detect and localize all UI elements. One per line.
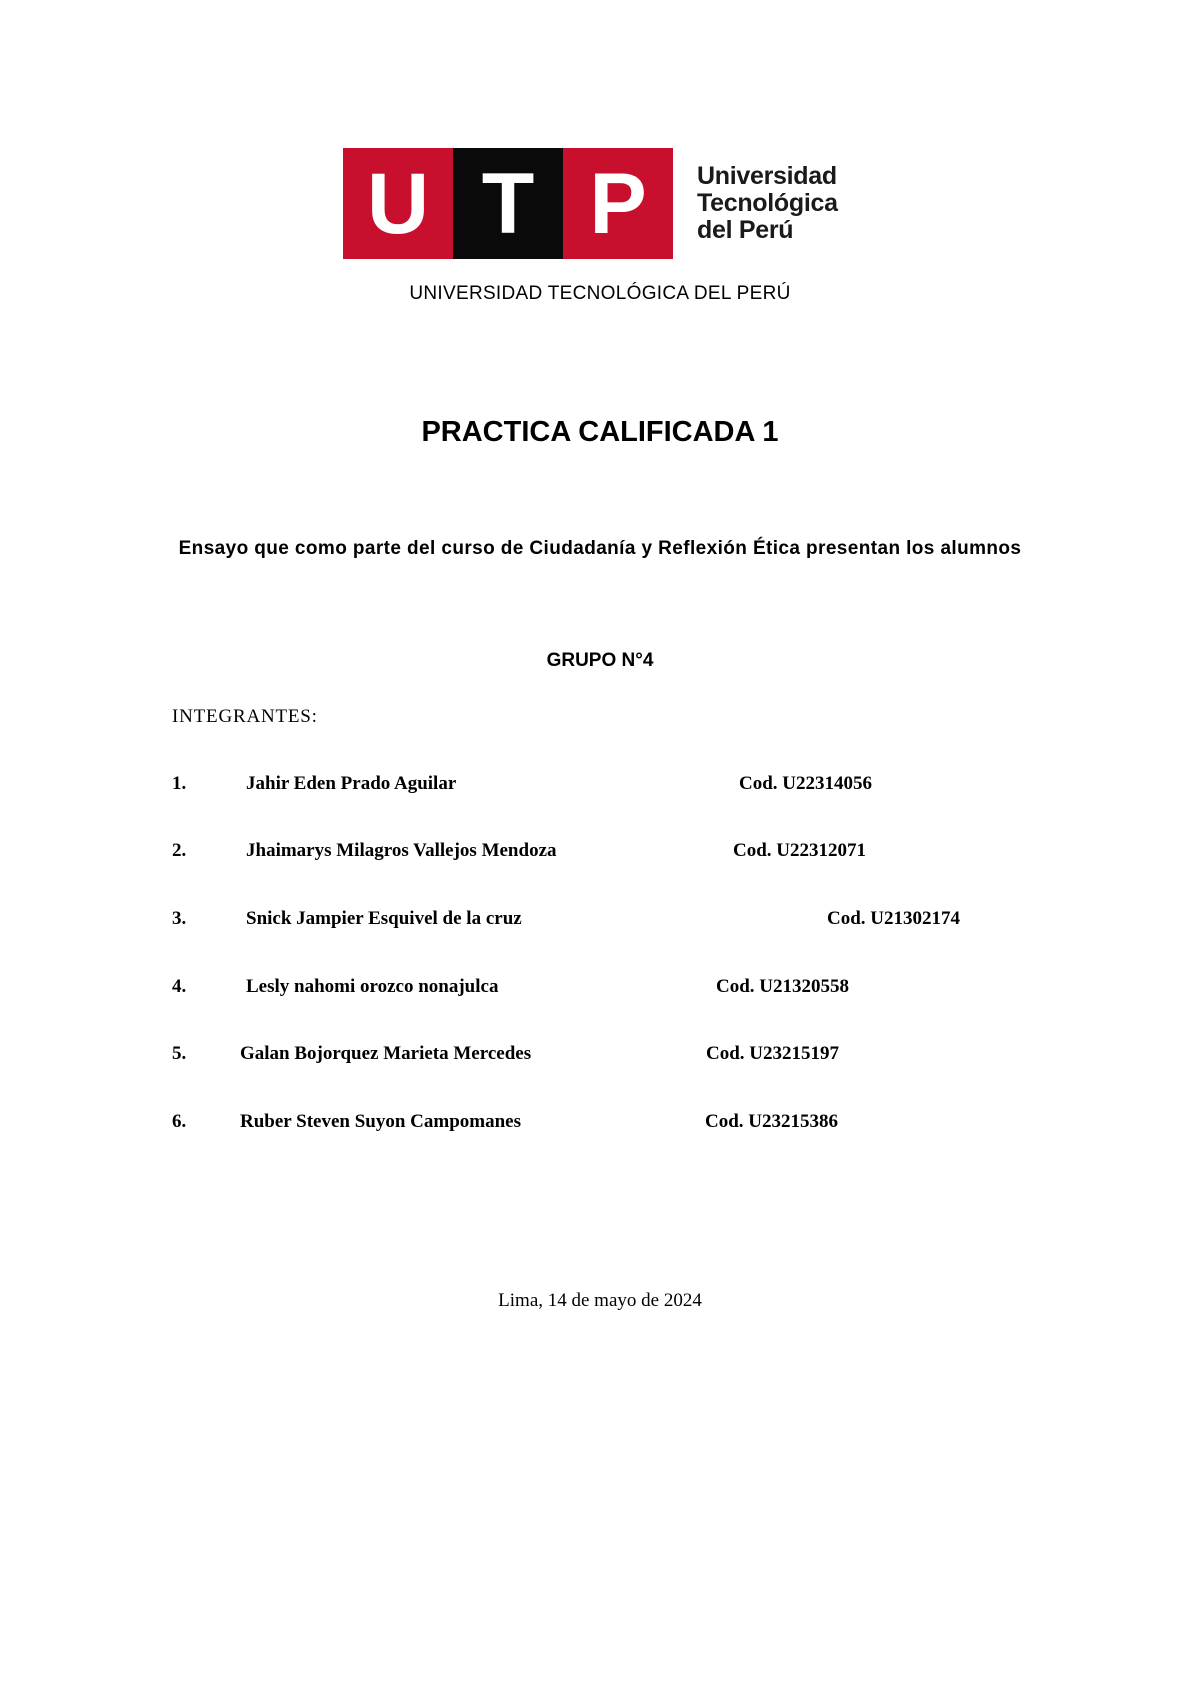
logo-block-u [343, 148, 453, 259]
logo-letter-t: T [481, 155, 535, 252]
utp-logo [343, 148, 838, 259]
member-name: Ruber Steven Suyon Campomanes [240, 1111, 521, 1132]
logo-letter-p: P [589, 155, 647, 252]
logo-line-3: del Perú [697, 216, 794, 244]
member-row [0, 1111, 1200, 1139]
member-number: 4. [172, 976, 187, 997]
member-number: 5. [172, 1043, 187, 1064]
place-date: Lima, 14 de mayo de 2024 [498, 1290, 702, 1311]
member-row [0, 840, 1200, 868]
logo-wordmark [697, 163, 838, 244]
logo-letter-u: U [366, 155, 430, 252]
member-name: Lesly nahomi orozco nonajulca [246, 976, 499, 997]
member-row [0, 1043, 1200, 1071]
member-code: Cod. U23215197 [706, 1043, 840, 1064]
integrantes-label: INTEGRANTES: [172, 706, 318, 727]
member-name: Galan Bojorquez Marieta Mercedes [240, 1043, 532, 1064]
logo-line-1: Universidad [697, 162, 837, 190]
member-code: Cod. U23215386 [705, 1111, 839, 1132]
document-title: PRACTICA CALIFICADA 1 [421, 416, 779, 448]
member-row [0, 976, 1200, 1004]
member-number: 3. [172, 908, 187, 929]
member-number: 2. [172, 840, 187, 861]
logo-blocks [343, 148, 673, 259]
member-code: Cod. U22314056 [739, 773, 873, 794]
member-code: Cod. U21302174 [827, 908, 961, 929]
university-name: UNIVERSIDAD TECNOLÓGICA DEL PERÚ [409, 283, 791, 304]
member-code: Cod. U22312071 [733, 840, 867, 861]
member-name: Jahir Eden Prado Aguilar [246, 773, 457, 794]
group-number: GRUPO N°4 [546, 650, 654, 671]
logo-block-t [453, 148, 563, 259]
member-number: 6. [172, 1111, 187, 1132]
member-name: Jhaimarys Milagros Vallejos Mendoza [246, 840, 557, 861]
member-number: 1. [172, 773, 187, 794]
member-row [0, 773, 1200, 801]
member-row [0, 908, 1200, 936]
member-name: Snick Jampier Esquivel de la cruz [246, 908, 522, 929]
member-code: Cod. U21320558 [716, 976, 850, 997]
intro-text: Ensayo que como parte del curso de Ciudadanía y Reflexión Ética presentan los alumnos [178, 538, 1022, 559]
logo-block-p [563, 148, 673, 259]
logo-line-2: Tecnológica [697, 189, 838, 217]
